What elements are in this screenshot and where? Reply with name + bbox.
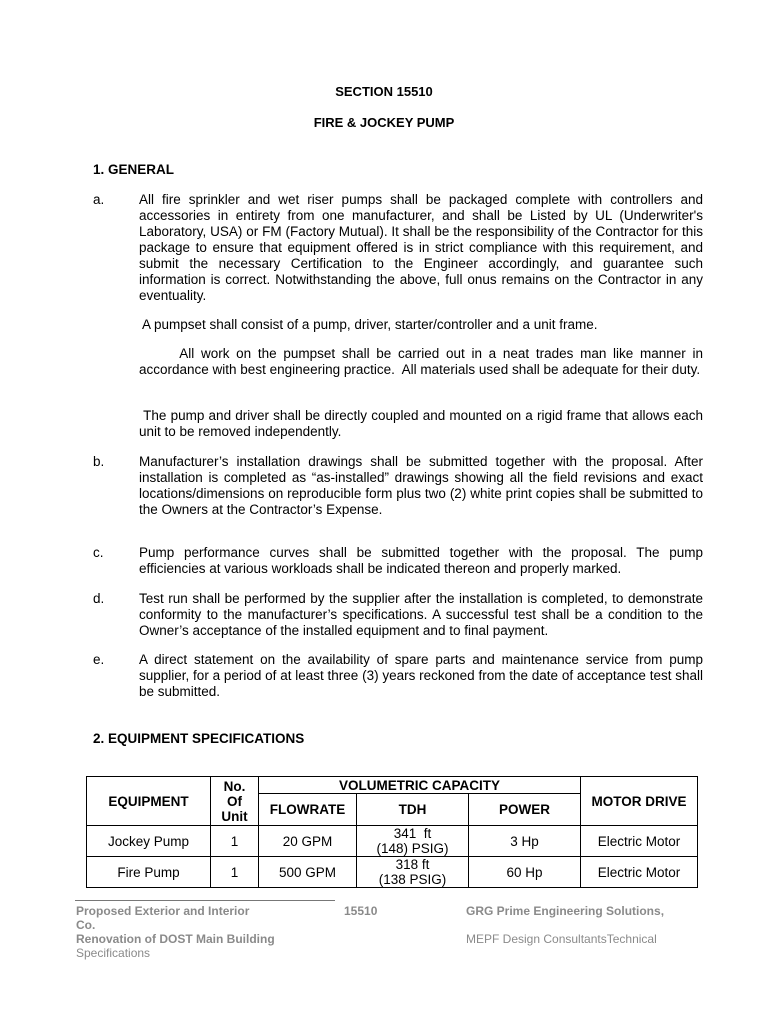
- header-no-of-unit: [211, 777, 259, 826]
- cell-motor: Electric Motor: [581, 857, 698, 888]
- cell-power: 3 Hp: [469, 826, 581, 857]
- header-tdh: TDH: [357, 794, 469, 826]
- equipment-heading: 2. EQUIPMENT SPECIFICATIONS: [93, 731, 305, 746]
- cell-tdh: [357, 826, 469, 857]
- header-flowrate: FLOWRATE: [259, 794, 357, 826]
- cell-tdh-psig: (138 PSIG): [378, 872, 447, 887]
- section-title: FIRE & JOCKEY PUMP: [313, 115, 455, 130]
- item-e-paragraph: A direct statement on the availability of spare parts and maintenance service from pump supplier, for a period of at least three (3) years reckoned from the date of acceptance test shall be submitted.: [139, 652, 703, 699]
- footer-firm-line-1: GRG Prime Engineering Solutions,: [466, 904, 665, 918]
- item-a-paragraph-1: All fire sprinkler and wet riser pumps shall be packaged complete with controllers and accessories in entirety from one manufacturer, and shall be Listed by UL (Underwriter's Laboratory, USA) or FM (Factory Mutual). It shall be the responsibility of the Contractor for this package to ensure that equipment offered is in strict compliance with this requirement, and submit the necessary Certification to the Engineer accordingly, and guarantee such information is correct. Notwithstanding the above, full onus remains on the Contractor in any eventuality.: [139, 192, 703, 303]
- table-row: [87, 826, 698, 857]
- header-power: POWER: [469, 794, 581, 826]
- footer-project-line-2: Renovation of DOST Main Building: [76, 932, 275, 946]
- header-no-line-2: Of: [227, 793, 242, 809]
- footer-project-line-1: Proposed Exterior and Interior: [76, 904, 250, 918]
- cell-tdh: [357, 857, 469, 888]
- header-volumetric-capacity: VOLUMETRIC CAPACITY: [259, 777, 581, 794]
- footer-project-line-3: Specifications: [76, 946, 151, 960]
- item-b-paragraph: Manufacturer’s installation drawings shall be submitted together with the proposal. After installation is completed as “as-installed” drawings showing all the field revisions and exact locations/dimensions on reproducible form plus two (2) white print copies shall be submitted to the Owners at the Contractor’s Expense.: [139, 454, 703, 517]
- footer-project-line-1b: Co.: [76, 918, 96, 932]
- cell-flowrate: 20 GPM: [259, 826, 357, 857]
- item-a-paragraph-3: All work on the pumpset shall be carried out in a neat trades man like manner in accordance with best engineering practice. All materials used shall be adequate for their duty.: [139, 346, 707, 377]
- cell-tdh-ft: 318 ft: [395, 857, 430, 872]
- header-no-line-1: No.: [223, 778, 246, 794]
- item-b-marker: b.: [93, 454, 105, 469]
- cell-units: 1: [211, 826, 259, 857]
- item-c-marker: c.: [93, 545, 104, 560]
- item-a-paragraph-4: The pump and driver shall be directly coupled and mounted on a rigid frame that allows each unit to be removed independently.: [139, 408, 707, 439]
- cell-tdh-psig: (148) PSIG): [376, 841, 449, 856]
- item-e-marker: e.: [93, 652, 105, 667]
- cell-motor: Electric Motor: [581, 826, 698, 857]
- item-d-marker: d.: [93, 591, 105, 606]
- header-equipment: EQUIPMENT: [87, 777, 211, 826]
- item-a-marker: a.: [93, 192, 105, 207]
- cell-units: 1: [211, 857, 259, 888]
- cell-power: 60 Hp: [469, 857, 581, 888]
- table-header-row: [87, 777, 698, 794]
- cell-tdh-ft: 341 ft: [393, 826, 432, 841]
- footer-rule: [75, 900, 335, 901]
- equipment-spec-table: [86, 776, 698, 888]
- section-number: SECTION 15510: [335, 84, 433, 99]
- item-a-paragraph-2: A pumpset shall consist of a pump, driver, starter/controller and a unit frame.: [139, 317, 598, 332]
- table-row: [87, 857, 698, 888]
- header-motor-drive: MOTOR DRIVE: [581, 777, 698, 826]
- cell-equipment: Jockey Pump: [87, 826, 211, 857]
- cell-flowrate: 500 GPM: [259, 857, 357, 888]
- header-no-line-3: Unit: [221, 808, 248, 824]
- item-d-paragraph: Test run shall be performed by the supplier after the installation is completed, to demonstrate conformity to the manufacturer’s specifications. A successful test shall be a condition to the Owner’s acceptance of the installed equipment and to final payment.: [139, 591, 703, 638]
- general-heading: 1. GENERAL: [93, 162, 175, 177]
- cell-equipment: Fire Pump: [87, 857, 211, 888]
- footer-section-number: 15510: [344, 904, 378, 918]
- item-c-paragraph: Pump performance curves shall be submitted together with the proposal. The pump efficiencies at various workloads shall be indicated thereon and properly marked.: [139, 545, 703, 576]
- footer-firm-line-2: MEPF Design ConsultantsTechnical: [466, 932, 657, 946]
